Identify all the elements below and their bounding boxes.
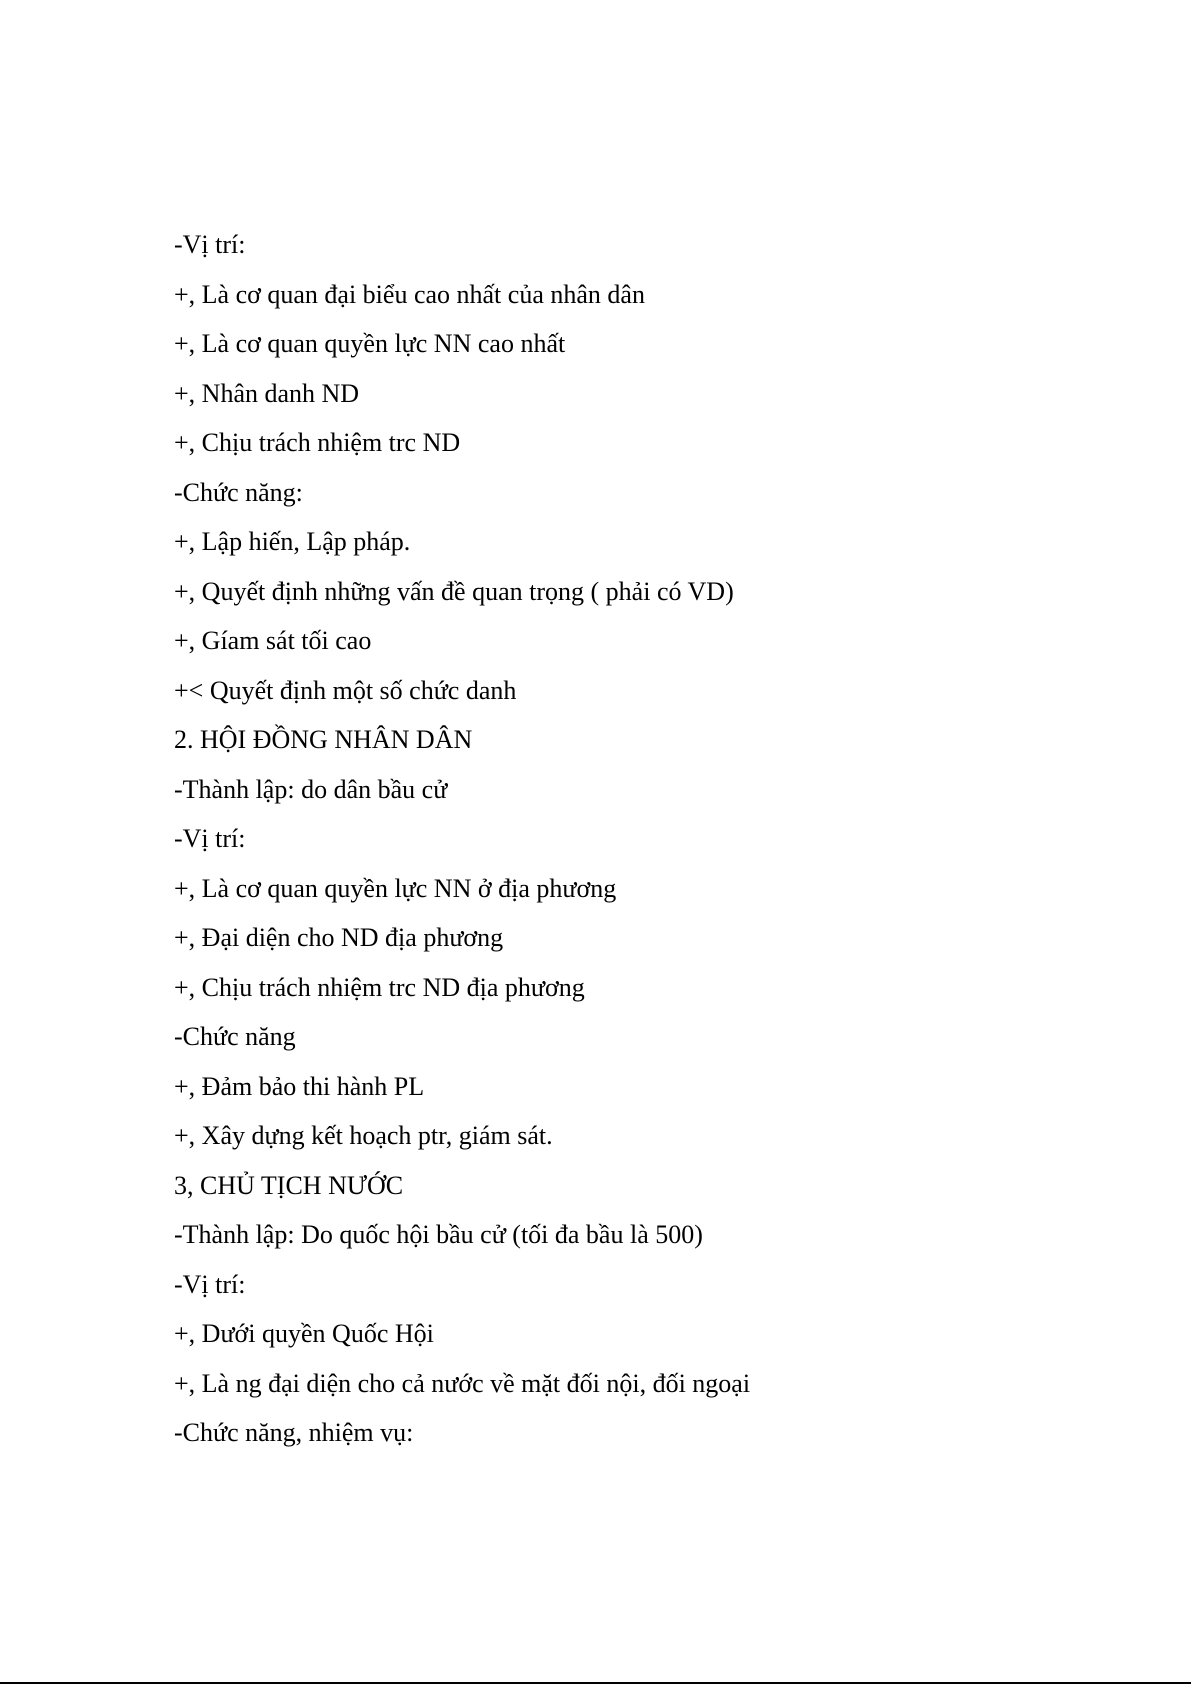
text-line: +, Dưới quyền Quốc Hội bbox=[174, 1319, 434, 1348]
text-line: +, Gíam sát tối cao bbox=[174, 626, 372, 655]
text-line: -Vị trí: bbox=[174, 1269, 246, 1299]
text-line: -Chức năng, nhiệm vụ: bbox=[174, 1418, 414, 1447]
section-heading: 3, CHỦ TỊCH NƯỚC bbox=[174, 1170, 404, 1200]
text-line: +, Lập hiến, Lập pháp. bbox=[174, 527, 411, 556]
text-line: +< Quyết định một số chức danh bbox=[174, 675, 517, 705]
text-line: +, Là cơ quan quyền lực NN cao nhất bbox=[174, 329, 566, 358]
text-line: +, Chịu trách nhiệm trc ND địa phương bbox=[174, 972, 585, 1002]
text-line: +, Là cơ quan quyền lực NN ở địa phương bbox=[174, 873, 617, 903]
text-line: +, Đảm bảo thi hành PL bbox=[174, 1071, 425, 1101]
text-line: +, Là ng đại diện cho cả nước về mặt đối nội, đối ngoại bbox=[174, 1368, 751, 1398]
text-line: +, Đại diện cho ND địa phương bbox=[174, 923, 504, 952]
page-bottom-rule bbox=[0, 1682, 1191, 1684]
document-body bbox=[174, 230, 1124, 1468]
text-line: +, Xây dựng kết hoạch ptr, giám sát. bbox=[174, 1121, 553, 1150]
section-heading: 2. HỘI ĐỒNG NHÂN DÂN bbox=[174, 725, 473, 754]
text-line: +, Chịu trách nhiệm trc ND bbox=[174, 428, 461, 457]
text-line: +, Là cơ quan đại biểu cao nhất của nhân dân bbox=[174, 279, 645, 309]
text-line: -Vị trí: bbox=[174, 230, 246, 259]
text-line: +, Nhân danh ND bbox=[174, 378, 360, 408]
text-line: -Thành lập: Do quốc hội bầu cử (tối đa bầu là 500) bbox=[174, 1220, 703, 1249]
text-line: -Thành lập: do dân bầu cử bbox=[174, 774, 448, 804]
text-line: -Chức năng bbox=[174, 1022, 296, 1051]
text-line: -Chức năng: bbox=[174, 477, 303, 507]
text-line: +, Quyết định những vấn đề quan trọng ( phải có VD) bbox=[174, 576, 734, 606]
text-line: -Vị trí: bbox=[174, 824, 246, 853]
